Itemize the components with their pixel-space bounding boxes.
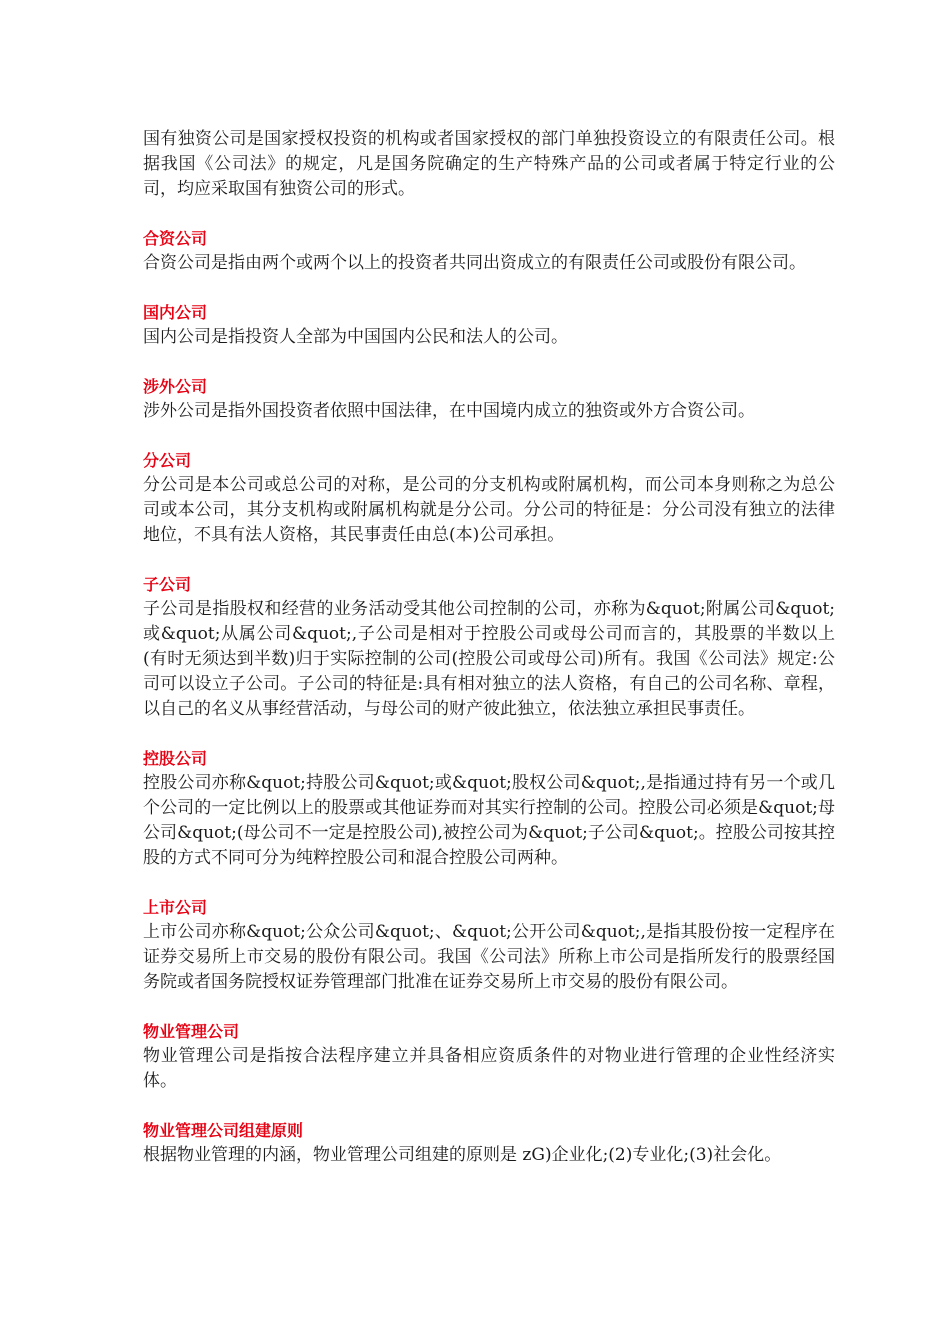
document-page — [143, 127, 835, 1168]
section-body: 子公司是指股权和经营的业务活动受其他公司控制的公司，亦称为&quot;附属公司&quot;或&quot;从属公司&quot;,子公司是相对于控股公司或母公司而言的，其股票的半数以上(有时无须达到半数)归于实际控制的公司(控股公司或母公司)所有。我国《公司法》规定:公司可以设立子公司。子公司的特征是:具有相对独立的法人资格，有自己的公司名称、章程，以自己的名义从事经营活动，与母公司的财产彼此独立，依法独立承担民事责任。 — [143, 599, 835, 719]
intro-paragraph: 国有独资公司是国家授权投资的机构或者国家授权的部门单独投资设立的有限责任公司。根据我国《公司法》的规定，凡是国务院确定的生产特殊产品的公司或者属于特定行业的公司，均应采取国有独资公司的形式。 — [143, 129, 835, 199]
section-property-management-principles — [143, 1118, 835, 1168]
section-property-management-company — [143, 1019, 835, 1094]
section-heading: 涉外公司 — [143, 377, 208, 396]
section-heading: 合资公司 — [143, 229, 208, 248]
section-branch-company — [143, 448, 835, 548]
section-domestic-company — [143, 300, 835, 350]
section-body: 根据物业管理的内涵，物业管理公司组建的原则是 zG)企业化;(2)专业化;(3)社会化。 — [143, 1145, 782, 1165]
section-body: 合资公司是指由两个或两个以上的投资者共同出资成立的有限责任公司或股份有限公司。 — [143, 253, 806, 273]
section-foreign-related-company — [143, 374, 835, 424]
section-body: 物业管理公司是指按合法程序建立并具备相应资质条件的对物业进行管理的企业性经济实体。 — [143, 1046, 835, 1091]
section-heading: 国内公司 — [143, 303, 208, 322]
section-heading: 控股公司 — [143, 749, 208, 768]
section-joint-venture — [143, 226, 835, 276]
section-heading: 子公司 — [143, 575, 192, 594]
section-body: 控股公司亦称&quot;持股公司&quot;或&quot;股权公司&quot;,是指通过持有另一个或几个公司的一定比例以上的股票或其他证券而对其实行控制的公司。控股公司必须是&quot;母公司&quot;(母公司不一定是控股公司),被控公司为&quot;子公司&quot;。控股公司按其控股的方式不同可分为纯粹控股公司和混合控股公司两种。 — [143, 773, 835, 868]
section-body: 分公司是本公司或总公司的对称，是公司的分支机构或附属机构，而公司本身则称之为总公司或本公司，其分支机构或附属机构就是分公司。分公司的特征是：分公司没有独立的法律地位，不具有法人资格，其民事责任由总(本)公司承担。 — [143, 475, 835, 545]
section-heading: 上市公司 — [143, 898, 208, 917]
section-heading: 物业管理公司 — [143, 1022, 240, 1041]
section-listed-company — [143, 895, 835, 995]
section-heading: 物业管理公司组建原则 — [143, 1121, 304, 1140]
section-subsidiary — [143, 572, 835, 722]
section-heading: 分公司 — [143, 451, 192, 470]
section-holding-company — [143, 746, 835, 871]
section-body: 上市公司亦称&quot;公众公司&quot;、&quot;公开公司&quot;,是指其股份按一定程序在证券交易所上市交易的股份有限公司。我国《公司法》所称上市公司是指所发行的股票经国务院或者国务院授权证券管理部门批准在证券交易所上市交易的股份有限公司。 — [143, 922, 835, 992]
section-body: 国内公司是指投资人全部为中国国内公民和法人的公司。 — [143, 327, 568, 347]
section-body: 涉外公司是指外国投资者依照中国法律，在中国境内成立的独资或外方合资公司。 — [143, 401, 755, 421]
